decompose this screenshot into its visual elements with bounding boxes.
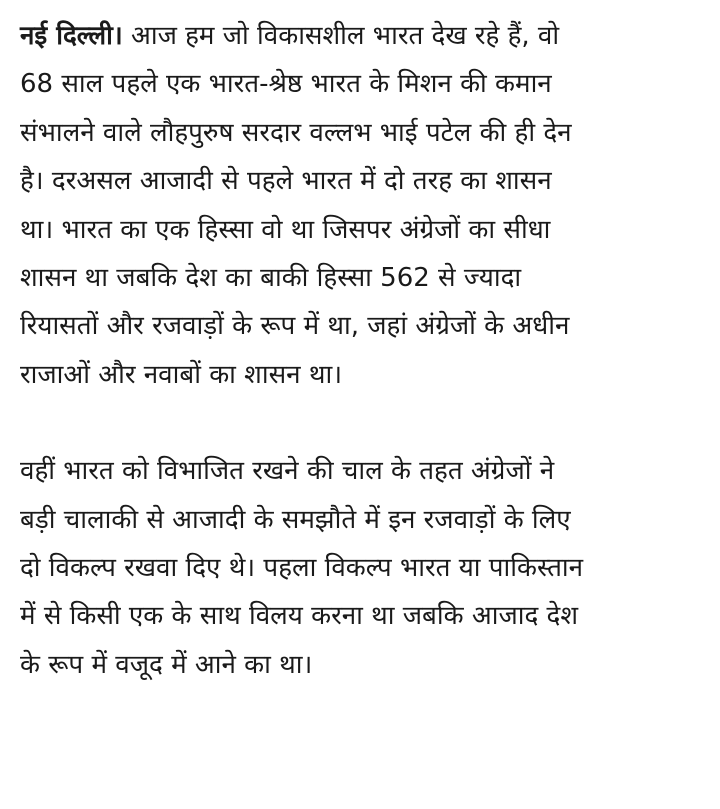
paragraph-line: 68 साल पहले एक भारत-श्रेष्ठ भारत के मिशन की कमान xyxy=(20,69,552,100)
paragraph-line: रियासतों और रजवाड़ों के रूप में था, जहां अंग्रेजों के अधीन xyxy=(20,311,570,342)
paragraph-line: शासन था जबकि देश का बाकी हिस्सा 562 से ज्यादा xyxy=(20,263,522,294)
paragraph-1 xyxy=(20,12,700,399)
paragraph-line: वहीं भारत को विभाजित रखने की चाल के तहत अंग्रेजों ने xyxy=(20,456,555,487)
paragraph-line: बड़ी चालाकी से आजादी के समझौते में इन रजवाड़ों के लिए xyxy=(20,504,571,535)
paragraph-line: के रूप में वजूद में आने का था। xyxy=(20,649,313,680)
paragraph-text: आज हम जो विकासशील भारत देख रहे हैं, वो xyxy=(122,21,560,51)
paragraph-line xyxy=(20,12,700,60)
dateline: नई दिल्ली। xyxy=(20,21,123,51)
paragraph-line: में से किसी एक के साथ विलय करना था जबकि आजाद देश xyxy=(20,601,579,632)
paragraph-2 xyxy=(20,447,700,689)
paragraph-line: था। भारत का एक हिस्सा वो था जिसपर अंग्रेजों का सीधा xyxy=(20,214,551,245)
paragraph-line: है। दरअसल आजादी से पहले भारत में दो तरह का शासन xyxy=(20,166,552,197)
paragraph-line: राजाओं और नवाबों का शासन था। xyxy=(20,359,343,390)
paragraph-line: संभालने वाले लौहपुरुष सरदार वल्लभ भाई पटेल की ही देन xyxy=(20,117,572,148)
paragraph-line: दो विकल्प रखवा दिए थे। पहला विकल्प भारत या पाकिस्तान xyxy=(20,553,584,584)
